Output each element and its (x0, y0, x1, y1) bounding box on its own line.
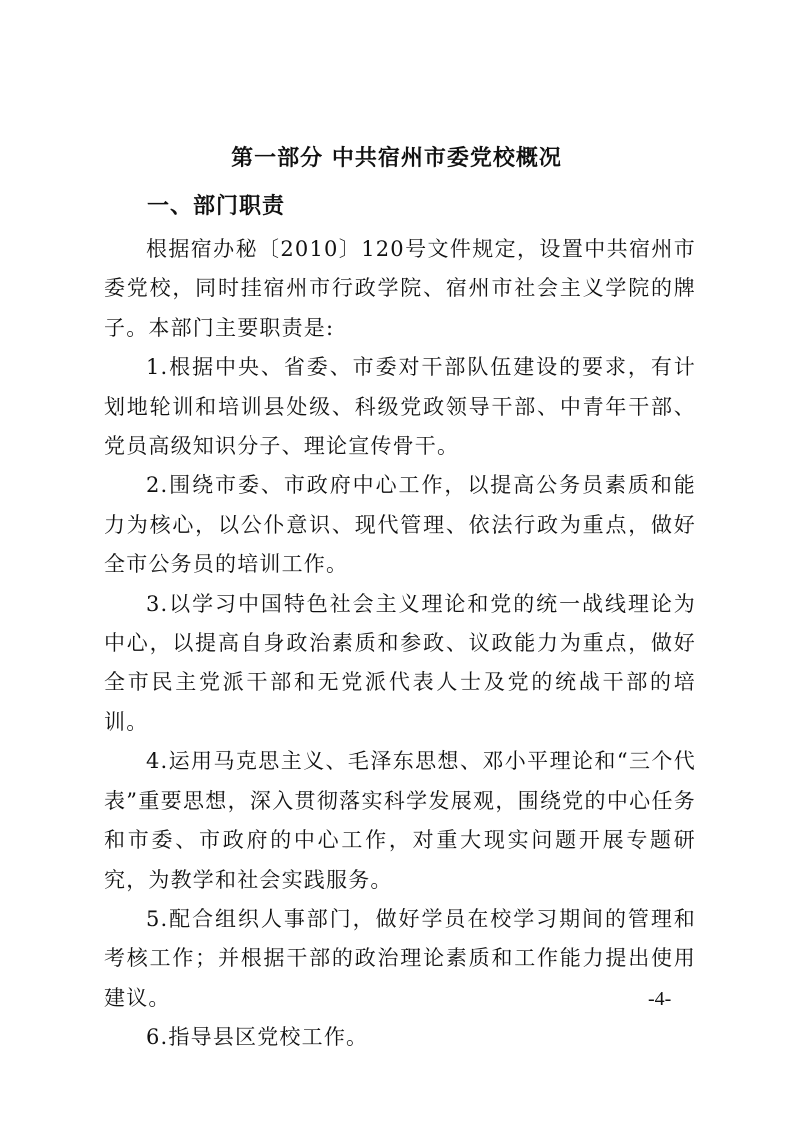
section-heading: 一、部门职责 (147, 194, 286, 219)
body-text (104, 230, 696, 1058)
page-title: 第一部分 中共宿州市委党校概况 (231, 146, 562, 171)
paragraph-item-1: 1.根据中央、省委、市委对干部队伍建设的要求，有计划地轮训和培训县处级、科级党政领导干部、中青年干部、党员高级知识分子、理论宣传骨干。 (104, 355, 696, 459)
page-number: -4- (648, 988, 672, 1010)
paragraph-item-6: 6.指导县区党校工作。 (146, 1025, 369, 1050)
paragraph-item-3: 3.以学习中国特色社会主义理论和党的统一战线理论为中心，以提高自身政治素质和参政、议政能力为重点，做好全市民主党派干部和无党派代表人士及党的统战干部的培训。 (104, 591, 696, 734)
paragraph-item-5: 5.配合组织人事部门，做好学员在校学习期间的管理和考核工作；并根据干部的政治理论素质和工作能力提出使用建议。 (104, 906, 696, 1010)
paragraph-intro: 根据宿办秘〔2010〕120号文件规定，设置中共宿州市委党校，同时挂宿州市行政学院、宿州市社会主义学院的牌子。本部门主要职责是: (104, 237, 696, 340)
paragraph-item-2: 2.围绕市委、市政府中心工作，以提高公务员素质和能力为核心，以公仆意识、现代管理、依法行政为重点，做好全市公务员的培训工作。 (104, 473, 696, 577)
paragraph-item-4: 4.运用马克思主义、毛泽东思想、邓小平理论和“三个代表”重要思想，深入贯彻落实科学发展观，围绕党的中心任务和市委、市政府的中心工作，对重大现实问题开展专题研究，为教学和社会实践服务。 (104, 749, 696, 892)
